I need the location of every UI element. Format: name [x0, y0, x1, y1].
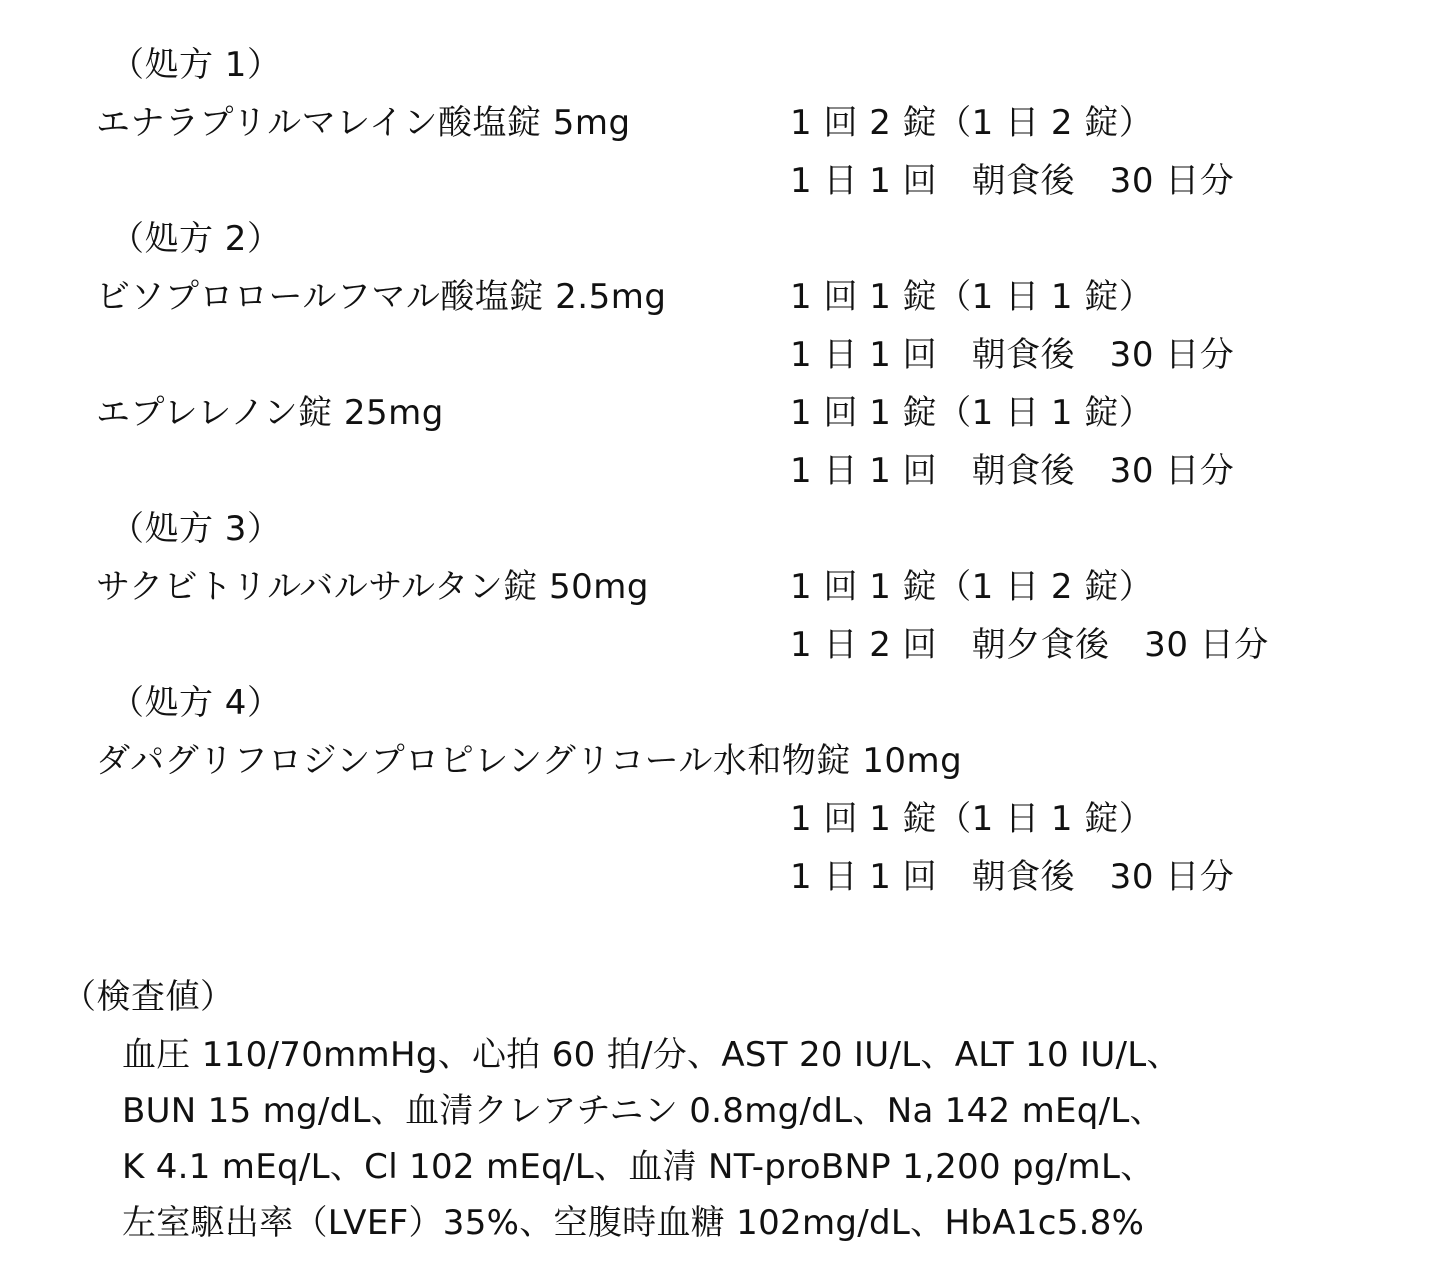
- labs-line-4: 左室駆出率（LVEF）35%、空腹時血糖 102mg/dL、HbA1c5.8%: [122, 1203, 1145, 1243]
- prescription-4-dose-1: 1 回 1 錠（1 日 1 錠）: [790, 799, 1154, 839]
- prescription-3-dose-1: 1 回 1 錠（1 日 2 錠）: [790, 567, 1154, 607]
- labs-line-1: 血圧 110/70mmHg、心拍 60 拍/分、AST 20 IU/L、ALT 10 IU/L、: [122, 1035, 1181, 1075]
- prescription-2-heading: （処方 2）: [110, 219, 282, 259]
- prescription-2-drug-2: エプレレノン錠 25mg: [96, 393, 444, 433]
- prescription-3-schedule-1: 1 日 2 回 朝夕食後 30 日分: [790, 625, 1269, 665]
- prescription-2-dose-2: 1 回 1 錠（1 日 1 錠）: [790, 393, 1154, 433]
- prescription-3-heading: （処方 3）: [110, 509, 282, 549]
- prescription-1-dose-1: 1 回 2 錠（1 日 2 錠）: [790, 103, 1154, 143]
- labs-heading: （検査値）: [62, 977, 235, 1017]
- prescription-4-schedule-1: 1 日 1 回 朝食後 30 日分: [790, 857, 1235, 897]
- prescription-1-schedule-1: 1 日 1 回 朝食後 30 日分: [790, 161, 1235, 201]
- prescription-3-drug-1: サクビトリルバルサルタン錠 50mg: [96, 567, 649, 607]
- prescription-1-drug-1: エナラプリルマレイン酸塩錠 5mg: [96, 103, 631, 143]
- prescription-2-schedule-2: 1 日 1 回 朝食後 30 日分: [790, 451, 1235, 491]
- prescription-2-schedule-1: 1 日 1 回 朝食後 30 日分: [790, 335, 1235, 375]
- prescription-4-drug-1: ダパグリフロジンプロピレングリコール水和物錠 10mg: [96, 741, 963, 781]
- labs-line-2: BUN 15 mg/dL、血清クレアチニン 0.8mg/dL、Na 142 mEq/L、: [122, 1091, 1164, 1131]
- prescription-2-drug-1: ビソプロロールフマル酸塩錠 2.5mg: [96, 277, 667, 317]
- prescription-1-heading: （処方 1）: [110, 45, 282, 85]
- labs-line-3: K 4.1 mEq/L、Cl 102 mEq/L、血清 NT-proBNP 1,200 pg/mL、: [122, 1147, 1155, 1187]
- prescription-2-dose-1: 1 回 1 錠（1 日 1 錠）: [790, 277, 1154, 317]
- prescription-4-heading: （処方 4）: [110, 683, 282, 723]
